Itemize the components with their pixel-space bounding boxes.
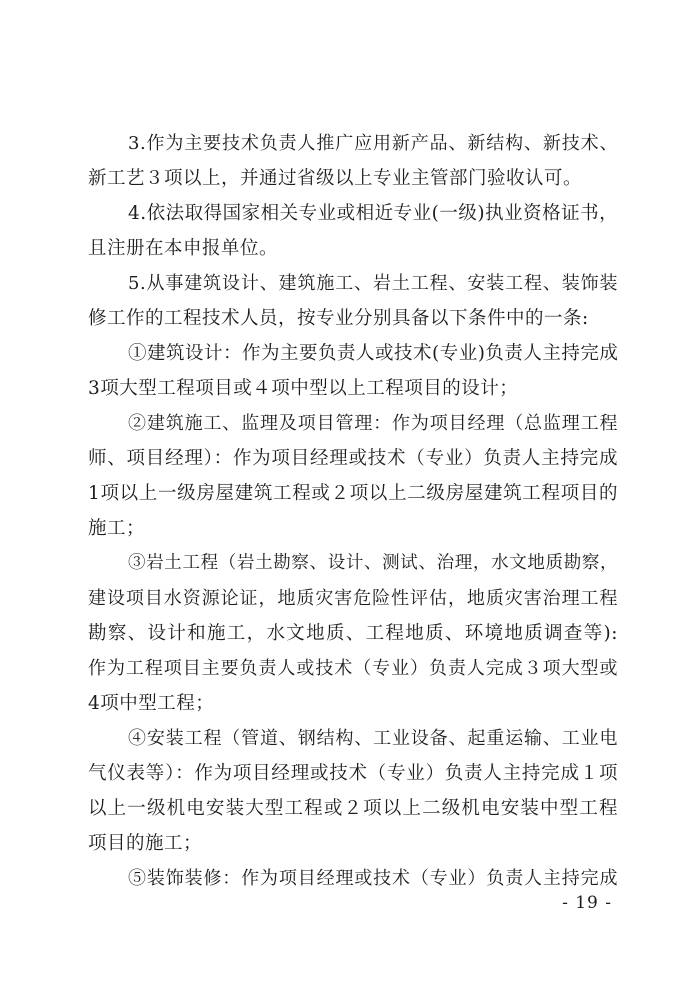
text-line: 3.作为主要技术负责人推广应用新产品、新结构、新技术、 — [128, 133, 618, 154]
text-line: 5.从事建筑设计、建筑施工、岩土工程、安装工程、装饰装 — [128, 273, 618, 294]
text-line: 新工艺３项以上，并通过省级以上专业主管部门验收认可。 — [88, 168, 583, 189]
text-line: 项目的施工； — [88, 833, 203, 854]
text-line: 修工作的工程技术人员，按专业分别具备以下条件中的一条: — [88, 308, 589, 329]
text-line: 建设项目水资源论证，地质灾害危险性评估，地质灾害治理工程 — [88, 588, 618, 609]
text-line: ③岩土工程（岩土勘察、设计、测试、治理，水文地质勘察， — [128, 553, 618, 573]
text-line: 师、项目经理）：作为项目经理或技术（专业）负责人主持完成 — [88, 448, 618, 469]
body-text — [88, 126, 618, 896]
text-line: ②建筑施工、监理及项目管理：作为项目经理（总监理工程 — [128, 413, 618, 434]
text-line: 且注册在本申报单位。 — [88, 238, 279, 259]
text-line: 气仪表等）：作为项目经理或技术（专业）负责人主持完成１项 — [88, 763, 618, 784]
text-line: 以上一级机电安装大型工程或２项以上二级机电安装中型工程 — [88, 798, 618, 819]
text-line: ⑤装饰装修：作为项目经理或技术（专业）负责人主持完成 — [128, 868, 618, 889]
text-line: 施工； — [88, 518, 146, 539]
text-line: 3项大型工程项目或４项中型以上工程项目的设计； — [88, 378, 519, 399]
text-line: ①建筑设计：作为主要负责人或技术(专业)负责人主持完成 — [128, 343, 619, 364]
text-line: 勘察、设计和施工，水文地质、工程地质、环境地质调查等): — [88, 623, 618, 644]
text-line: 4项中型工程； — [88, 693, 215, 714]
text-line: 作为工程项目主要负责人或技术（专业）负责人完成３项大型或 — [88, 658, 618, 679]
page-number: - 19 - — [562, 893, 612, 913]
text-line: ④安装工程（管道、钢结构、工业设备、起重运输、工业电 — [128, 728, 618, 749]
text-line: 1项以上一级房屋建筑工程或２项以上二级房屋建筑工程项目的 — [88, 483, 618, 504]
text-line: 4.依法取得国家相关专业或相近专业(一级)执业资格证书， — [128, 203, 619, 224]
